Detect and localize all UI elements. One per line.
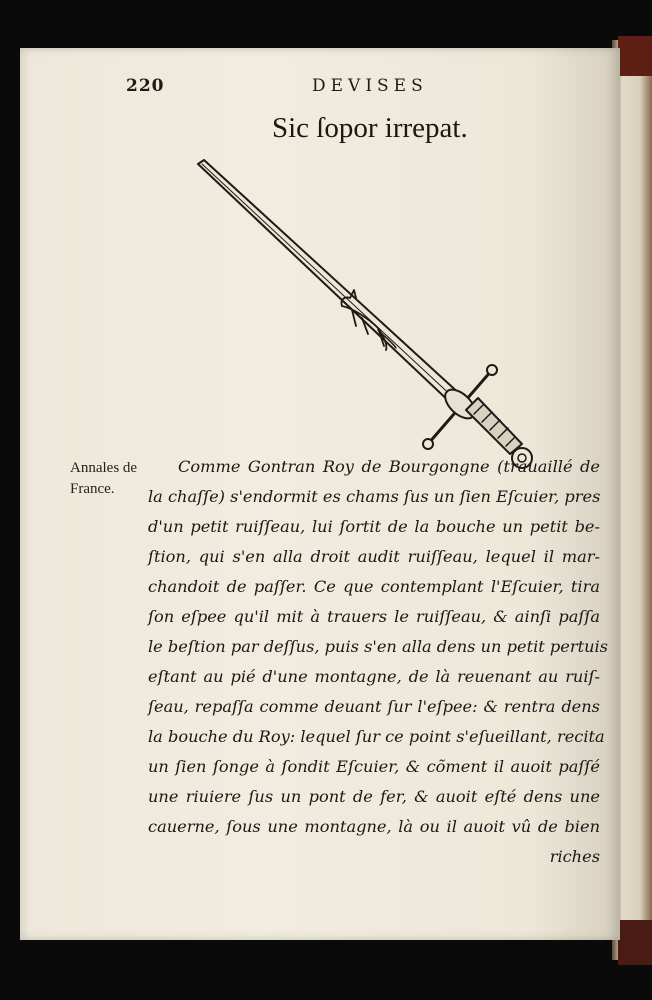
text-line: la bouche du Roy: lequel ſur ce point s'eſueillant, recita — [148, 727, 605, 746]
body-text — [148, 452, 608, 872]
binding-bottom — [618, 920, 652, 965]
text-line: chandoit de paſſer. Ce que contemplant l'Eſcuier, tira — [148, 577, 600, 596]
text-line: ſon eſpee qu'il mit à trauers le ruiſſeau, & ainſi paſſa — [148, 607, 600, 626]
running-head: DEVISES — [312, 76, 428, 96]
motto-title: Sic ſopor irrepat. — [272, 112, 468, 144]
text-line: ſeau, repaſſa comme deuant ſur l'eſpee: & rentra dens — [148, 697, 600, 716]
marginal-note-line1: Annales de — [70, 460, 138, 476]
text-line: ſtion, qui s'en alla droit audit ruiſſeau, lequel il mar- — [148, 547, 600, 566]
page-number: 220 — [126, 76, 165, 96]
text-line: la chaſſe) s'endormit es chams ſus un ſien Eſcuier, pres — [148, 487, 601, 506]
text-line: cauerne, ſous une montagne, là ou il auoit vû de bien — [148, 817, 600, 836]
marginal-note — [70, 458, 160, 500]
text-line: le beſtion par deſſus, puis s'en alla dens un petit pertuis — [148, 637, 608, 656]
marginal-note-line2: France. — [70, 481, 115, 497]
text-line: une riuiere ſus un pont de fer, & auoit eſté dens une — [148, 787, 600, 806]
text-line: un ſien ſonge à ſondit Eſcuier, & cõment il auoit paſſé — [148, 757, 600, 776]
binding-top — [618, 36, 652, 76]
catchword: riches — [549, 847, 600, 866]
text-line: d'un petit ruiſſeau, lui ſortit de la bouche un petit be- — [148, 517, 600, 536]
text-line: Comme Gontran Roy de Bourgongne (trauaillé de — [178, 457, 600, 476]
sword-woodcut-illustration — [192, 158, 552, 488]
text-line: eſtant au pié d'une montagne, de là reuenant au ruiſ- — [148, 667, 600, 686]
book-page — [20, 48, 620, 940]
